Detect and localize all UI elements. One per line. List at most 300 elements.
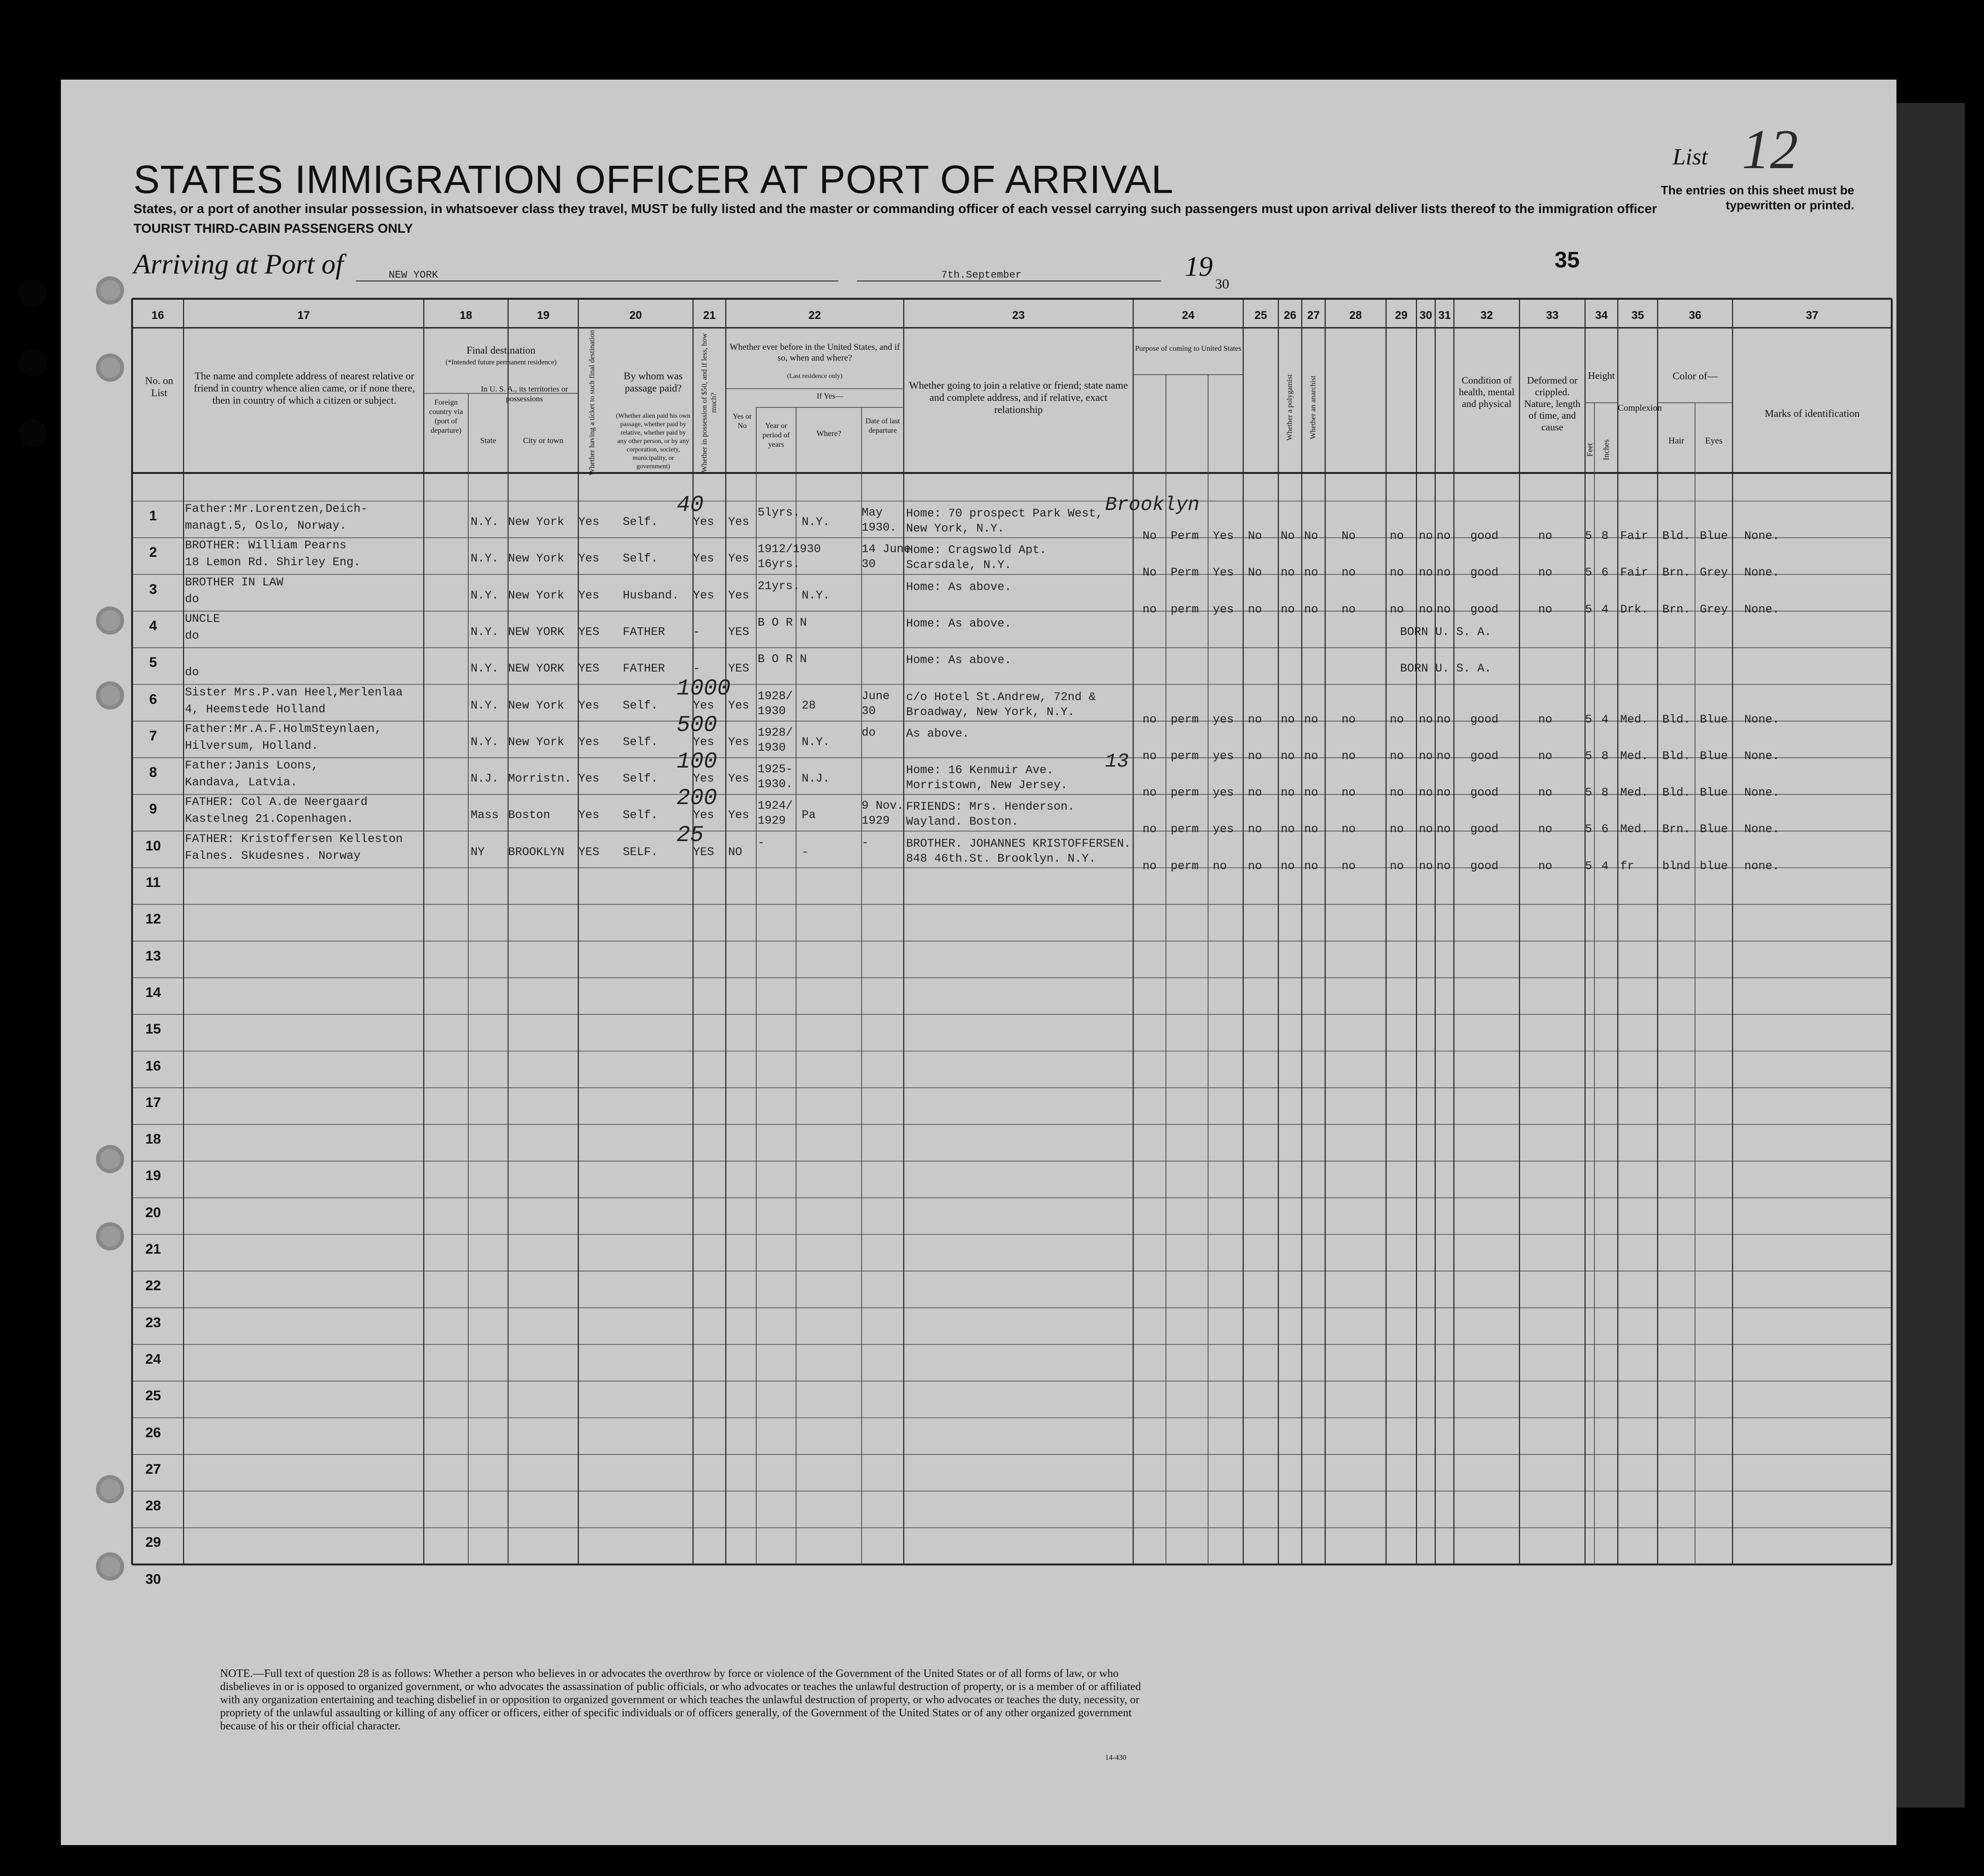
q25: no bbox=[1248, 859, 1262, 873]
q28: no bbox=[1342, 786, 1356, 800]
height-feet: 5 bbox=[1585, 859, 1593, 873]
purpose-2: perm bbox=[1171, 822, 1199, 836]
health: good bbox=[1470, 712, 1499, 726]
header-feet: Feet bbox=[1585, 443, 1594, 457]
dest-state: Mass bbox=[471, 808, 499, 822]
date-last-departure-2: 30 bbox=[862, 557, 876, 571]
been-before: Yes bbox=[728, 515, 750, 529]
joining-relative: Home: Cragswold Apt. bbox=[906, 543, 1047, 557]
date-last-departure: 9 Nov. bbox=[862, 799, 904, 813]
header-year-period: Year or period of years bbox=[762, 422, 790, 449]
q29: no bbox=[1390, 712, 1404, 726]
complexion: Fair bbox=[1620, 566, 1649, 580]
q30: no bbox=[1419, 602, 1433, 616]
year-period: 1928/ bbox=[758, 689, 793, 703]
column-number: 28 bbox=[1349, 309, 1362, 322]
dest-state: N.Y. bbox=[471, 662, 499, 676]
q30: no bbox=[1419, 822, 1433, 836]
eye-color: Blue bbox=[1700, 749, 1728, 763]
header-last-residence: (Last residence only) bbox=[787, 373, 843, 380]
q30: no bbox=[1419, 566, 1433, 580]
health: good bbox=[1470, 786, 1499, 800]
q25: no bbox=[1248, 822, 1262, 836]
height-feet: 5 bbox=[1585, 822, 1593, 836]
eye-color: Grey bbox=[1700, 602, 1728, 616]
deformed: no bbox=[1538, 529, 1553, 543]
year-period: 1928/ bbox=[758, 725, 793, 739]
been-before: YES bbox=[728, 662, 750, 676]
q28: no bbox=[1342, 712, 1356, 726]
join-handwritten: Brooklyn bbox=[1105, 494, 1200, 516]
q27: no bbox=[1304, 712, 1319, 726]
q26: no bbox=[1281, 822, 1295, 836]
been-before: NO bbox=[728, 845, 743, 859]
money-50: Yes bbox=[693, 735, 715, 749]
dest-state: N.Y. bbox=[471, 588, 499, 602]
row-number: 2 bbox=[149, 545, 157, 561]
relative-name: Father:Mr.A.F.HolmSteynlaen, bbox=[185, 722, 382, 736]
q26: No bbox=[1281, 529, 1295, 543]
date-last-departure-2: 1930. bbox=[862, 521, 897, 534]
year-period: B O R N bbox=[758, 652, 807, 666]
born-usa: BORN U. S. A. bbox=[1400, 662, 1492, 676]
date-last-departure-2: 30 bbox=[862, 704, 876, 718]
column-number: 30 bbox=[1419, 309, 1432, 322]
identification-marks: None. bbox=[1744, 566, 1780, 580]
joining-relative: c/o Hotel St.Andrew, 72nd & bbox=[906, 690, 1096, 704]
purpose-3: yes bbox=[1213, 822, 1234, 836]
q27: no bbox=[1304, 859, 1319, 873]
hair-color: Brn. bbox=[1662, 822, 1691, 836]
hair-color: Bld. bbox=[1662, 712, 1691, 726]
header-final-dest-note: (*Intended future permanent residence) bbox=[445, 359, 557, 366]
deformed: no bbox=[1538, 786, 1553, 800]
hair-color: Brn. bbox=[1662, 566, 1691, 580]
money-50: Yes bbox=[693, 808, 715, 822]
purpose-2: perm bbox=[1171, 602, 1199, 616]
q25: no bbox=[1248, 749, 1262, 763]
q31: no bbox=[1437, 529, 1451, 543]
header-complexion: Complexion bbox=[1618, 403, 1662, 413]
eye-color: Grey bbox=[1700, 566, 1728, 580]
money-handwritten: 40 bbox=[677, 493, 704, 518]
dest-state: N.Y. bbox=[471, 552, 499, 566]
year-suffix: 30 bbox=[1215, 276, 1229, 292]
deformed: no bbox=[1538, 822, 1553, 836]
header-final-destination: Final destination bbox=[466, 344, 536, 356]
q28: no bbox=[1342, 566, 1356, 580]
row-number: 20 bbox=[145, 1204, 161, 1220]
q30: no bbox=[1419, 529, 1433, 543]
ticket: YES bbox=[578, 625, 600, 639]
column-number: 17 bbox=[297, 309, 310, 322]
height-inches: 6 bbox=[1601, 822, 1609, 836]
purpose-1: no bbox=[1143, 749, 1157, 763]
ticket: Yes bbox=[578, 698, 600, 712]
form-subtitle: States, or a port of another insular possession, in whatsoever class they travel, MUST be fully listed and the master or commanding officer of each vessel carrying such passengers must upon arrival deliver lists thereof to the immigration officer bbox=[133, 201, 1657, 216]
row-number: 29 bbox=[145, 1535, 161, 1551]
joining-address: 848 46th.St. Brooklyn. N.Y. bbox=[906, 851, 1096, 865]
q29: no bbox=[1390, 529, 1404, 543]
been-before: Yes bbox=[728, 808, 750, 822]
header-polygamist: Whether a polygamist bbox=[1286, 374, 1294, 441]
header-in-usa: In U. S. A., its territories or possessions bbox=[480, 384, 568, 403]
header-eyes: Eyes bbox=[1705, 436, 1723, 446]
column-number: 37 bbox=[1806, 309, 1819, 322]
header-state: State bbox=[480, 436, 496, 445]
health: good bbox=[1470, 822, 1499, 836]
relative-address: Kastelneg 21.Copenhagen. bbox=[185, 812, 354, 826]
column-number: 34 bbox=[1595, 309, 1608, 322]
relative-name: BROTHER IN LAW bbox=[185, 575, 284, 589]
relative-name: Father:Janis Loons, bbox=[185, 759, 319, 773]
header-anarchist: Whether an anarchist bbox=[1309, 376, 1317, 439]
q28: no bbox=[1342, 859, 1356, 873]
hair-color: blnd bbox=[1662, 859, 1691, 873]
eye-color: Blue bbox=[1700, 822, 1728, 836]
row-number: 9 bbox=[149, 801, 157, 817]
ticket: Yes bbox=[578, 515, 600, 529]
header-marks: Marks of identification bbox=[1764, 407, 1860, 419]
money-50: Yes bbox=[693, 515, 715, 529]
where-before: N.Y. bbox=[802, 735, 830, 749]
column-number: 26 bbox=[1283, 309, 1297, 322]
joining-relative: Home: As above. bbox=[906, 653, 1012, 667]
dest-city: New York bbox=[508, 735, 565, 749]
hair-color: Bld. bbox=[1662, 529, 1691, 543]
column-number: 22 bbox=[808, 309, 821, 322]
year-period-2: 1930 bbox=[758, 704, 786, 718]
year-period: 1925- bbox=[758, 762, 793, 776]
q26: no bbox=[1281, 712, 1295, 726]
relative-name: Sister Mrs.P.van Heel,Merlenlaa bbox=[185, 685, 403, 699]
q31: no bbox=[1437, 602, 1451, 616]
ticket: YES bbox=[578, 845, 600, 859]
money-50: Yes bbox=[693, 588, 715, 602]
where-before: - bbox=[802, 845, 809, 859]
row-number: 25 bbox=[145, 1388, 161, 1404]
q31: no bbox=[1437, 749, 1451, 763]
been-before: Yes bbox=[728, 552, 750, 566]
list-number: 12 bbox=[1742, 118, 1798, 180]
port-value: NEW YORK bbox=[389, 269, 438, 281]
health: good bbox=[1470, 566, 1499, 580]
purpose-1: no bbox=[1143, 602, 1157, 616]
ticket: YES bbox=[578, 662, 600, 676]
joining-address: Broadway, New York, N.Y. bbox=[906, 705, 1075, 719]
been-before: Yes bbox=[728, 772, 750, 786]
purpose-3: yes bbox=[1213, 712, 1234, 726]
passage-paid-by: Self. bbox=[623, 552, 658, 566]
column-number: 24 bbox=[1182, 309, 1195, 322]
where-before: 28 bbox=[802, 698, 816, 712]
header-height: Height bbox=[1588, 370, 1615, 381]
relative-address: do bbox=[185, 665, 199, 679]
q30: no bbox=[1419, 749, 1433, 763]
year-period: B O R N bbox=[758, 615, 807, 629]
purpose-3: yes bbox=[1213, 786, 1234, 800]
dest-city: BROOKLYN bbox=[508, 845, 565, 859]
header-foreign-country: Foreign country via (port of departure) bbox=[429, 399, 463, 435]
class-line: TOURIST THIRD-CABIN PASSENGERS ONLY bbox=[133, 221, 413, 236]
money-handwritten: 25 bbox=[677, 822, 704, 848]
row-number: 28 bbox=[145, 1498, 161, 1514]
purpose-1: No bbox=[1143, 529, 1157, 543]
eye-color: Blue bbox=[1700, 786, 1728, 800]
q27: No bbox=[1304, 529, 1319, 543]
q25: no bbox=[1248, 712, 1262, 726]
form-title: STATES IMMIGRATION OFFICER AT PORT OF ARRIVAL bbox=[133, 157, 1174, 201]
joining-relative: Home: 70 prospect Park West, bbox=[906, 507, 1103, 520]
header-deformed: Deformed or crippled. Nature, length of time, and cause bbox=[1524, 375, 1581, 433]
relative-address: managt.5, Oslo, Norway. bbox=[185, 519, 347, 532]
header-hair: Hair bbox=[1668, 436, 1684, 446]
q28: no bbox=[1342, 822, 1356, 836]
row-number: 15 bbox=[145, 1021, 161, 1037]
height-inches: 4 bbox=[1601, 602, 1609, 616]
ticket: Yes bbox=[578, 772, 600, 786]
where-before: N.J. bbox=[802, 772, 830, 786]
dest-state: NY bbox=[471, 845, 485, 859]
q29: no bbox=[1390, 749, 1404, 763]
where-before: Pa bbox=[802, 808, 816, 822]
been-before: Yes bbox=[728, 735, 750, 749]
q31: no bbox=[1437, 712, 1451, 726]
row-number: 14 bbox=[145, 984, 161, 1000]
money-handwritten: 100 bbox=[677, 749, 717, 775]
purpose-2: perm bbox=[1171, 712, 1199, 726]
complexion: Drk. bbox=[1620, 602, 1649, 616]
header-passage-note: (Whether alien paid his own passage, whether paid by relative, whether paid by any other person, or by any corporation, society, municipality, or government) bbox=[616, 413, 691, 470]
money-50: - bbox=[693, 625, 701, 639]
q28: no bbox=[1342, 749, 1356, 763]
dest-state: N.Y. bbox=[471, 698, 499, 712]
purpose-2: perm bbox=[1171, 859, 1199, 873]
where-before: N.Y. bbox=[802, 588, 830, 602]
header-ever-before: Whether ever before in the United States, and if so, when and where? bbox=[730, 342, 900, 363]
complexion: Med. bbox=[1620, 786, 1649, 800]
year-period: - bbox=[758, 835, 765, 849]
header-if-yes: If Yes— bbox=[817, 391, 843, 400]
height-feet: 5 bbox=[1585, 712, 1593, 726]
dest-city: New York bbox=[508, 588, 565, 602]
q30: no bbox=[1419, 712, 1433, 726]
column-number: 25 bbox=[1254, 309, 1267, 322]
height-feet: 5 bbox=[1585, 566, 1593, 580]
health: good bbox=[1470, 749, 1499, 763]
row-number: 13 bbox=[145, 948, 161, 964]
relative-address: Falnes. Skudesnes. Norway bbox=[185, 849, 361, 863]
q31: no bbox=[1437, 859, 1451, 873]
q27: no bbox=[1304, 749, 1319, 763]
column-number: 35 bbox=[1631, 309, 1644, 322]
row-number: 10 bbox=[145, 838, 161, 854]
ticket: Yes bbox=[578, 552, 600, 566]
column-number: 33 bbox=[1546, 309, 1559, 322]
row-number: 8 bbox=[149, 765, 157, 781]
row-number: 12 bbox=[145, 911, 161, 927]
passage-paid-by: FATHER bbox=[623, 662, 665, 676]
year-period-2: 1930. bbox=[758, 777, 793, 791]
q29: no bbox=[1390, 822, 1404, 836]
dest-state: N.Y. bbox=[471, 625, 499, 639]
money-50: Yes bbox=[693, 552, 715, 566]
header-fifty-dollars: Whether in possession of $50, and if less, how much? bbox=[701, 333, 718, 473]
joining-relative: Home: As above. bbox=[906, 616, 1012, 630]
been-before: Yes bbox=[728, 588, 750, 602]
dest-city: New York bbox=[508, 515, 565, 529]
q27: no bbox=[1304, 822, 1319, 836]
height-inches: 6 bbox=[1601, 566, 1609, 580]
row-number: 4 bbox=[149, 618, 157, 634]
joining-relative: As above. bbox=[906, 726, 970, 740]
row-number: 27 bbox=[145, 1461, 161, 1477]
ticket: Yes bbox=[578, 808, 600, 822]
column-number: 23 bbox=[1012, 309, 1025, 322]
joining-relative: Home: As above. bbox=[906, 580, 1012, 594]
q29: no bbox=[1390, 786, 1404, 800]
where-before: N.Y. bbox=[802, 515, 830, 529]
passage-paid-by: SELF. bbox=[623, 845, 658, 859]
date-last-departure: - bbox=[862, 835, 869, 849]
hair-color: Bld. bbox=[1662, 749, 1691, 763]
year-period: 5lyrs. bbox=[758, 506, 800, 519]
identification-marks: None. bbox=[1744, 602, 1780, 616]
footnote-question-28: NOTE.—Full text of question 28 is as follows: Whether a person who believes in or advocates the overthrow by force or violence of the Government of the United States or of all forms of law, or who disbelieves in or is opposed to organized government, or who advocates the assassination of public officials, or who advocates or teaches the unlawful destruction of property, or is a member of or affiliated with any organization entertaining and teaching disbelief in or opposition to organized government or which teaches the unlawful destruction of property, or who advocates or teaches the duty, necessity, or propriety of the unlawful assaulting or killing of any officer or officers, either of specific individuals or of officers generally, of the Government of the United States or of any other organized government because of his or their official character. bbox=[220, 1668, 1141, 1732]
passage-paid-by: Self. bbox=[623, 772, 658, 786]
dest-state: N.Y. bbox=[471, 515, 499, 529]
dest-city: New York bbox=[508, 698, 565, 712]
row-number: 21 bbox=[145, 1241, 161, 1257]
column-number: 16 bbox=[151, 309, 164, 322]
date-last-departure: June bbox=[862, 689, 890, 703]
ticket: Yes bbox=[578, 588, 600, 602]
relative-name: FATHER: Kristoffersen Kelleston bbox=[185, 832, 403, 846]
form-code: 14-430 bbox=[1105, 1754, 1127, 1762]
joining-address: New York, N.Y. bbox=[906, 522, 1005, 535]
row-number: 3 bbox=[149, 581, 157, 597]
column-number: 19 bbox=[537, 309, 550, 322]
height-feet: 5 bbox=[1585, 786, 1593, 800]
purpose-1: no bbox=[1143, 822, 1157, 836]
identification-marks: none. bbox=[1744, 859, 1780, 873]
date-last-departure: May bbox=[862, 506, 883, 519]
purpose-2: Perm bbox=[1171, 566, 1199, 580]
header-purpose: Purpose of coming to United States bbox=[1135, 345, 1242, 353]
passage-paid-by: Self. bbox=[623, 515, 658, 529]
relative-address: do bbox=[185, 628, 199, 643]
header-passage-paid: By whom was passage paid? bbox=[624, 370, 683, 394]
passage-paid-by: FATHER bbox=[623, 625, 665, 639]
purpose-3: no bbox=[1213, 859, 1227, 873]
money-50: Yes bbox=[693, 772, 715, 786]
column-number: 32 bbox=[1480, 309, 1493, 322]
list-label: List bbox=[1673, 143, 1708, 170]
height-inches: 4 bbox=[1601, 859, 1609, 873]
header-yes-no: Yes or No bbox=[732, 413, 752, 430]
year-period-2: 16yrs. bbox=[758, 557, 800, 571]
row-number: 16 bbox=[145, 1058, 161, 1074]
q26: no bbox=[1281, 786, 1295, 800]
q26: no bbox=[1281, 749, 1295, 763]
height-inches: 8 bbox=[1601, 786, 1609, 800]
money-handwritten: 200 bbox=[677, 786, 717, 812]
eye-color: Blue bbox=[1700, 529, 1728, 543]
ticket: Yes bbox=[578, 735, 600, 749]
joining-relative: BROTHER. JOHANNES KRISTOFFERSEN. bbox=[906, 836, 1131, 850]
dest-city: Morristn. bbox=[508, 772, 572, 786]
q29: no bbox=[1390, 859, 1404, 873]
joining-address: Morristown, New Jersey. bbox=[906, 778, 1068, 792]
deformed: no bbox=[1538, 749, 1553, 763]
joining-relative: Home: 16 Kenmuir Ave. bbox=[906, 763, 1054, 777]
height-feet: 5 bbox=[1585, 749, 1593, 763]
column-number: 31 bbox=[1438, 309, 1451, 322]
been-before: Yes bbox=[728, 698, 750, 712]
purpose-3: Yes bbox=[1213, 529, 1234, 543]
purpose-2: Perm bbox=[1171, 529, 1199, 543]
q29: no bbox=[1390, 566, 1404, 580]
complexion: Med. bbox=[1620, 712, 1649, 726]
q26: no bbox=[1281, 859, 1295, 873]
eye-color: blue bbox=[1700, 859, 1728, 873]
year-period: 1912/1930 bbox=[758, 542, 821, 556]
header-nearest-relative: The name and complete address of nearest relative or friend in country whence alien came, or if none there, then in country of which a citizen or subject. bbox=[193, 370, 415, 406]
complexion: Med. bbox=[1620, 822, 1649, 836]
sheet-number: 35 bbox=[1555, 248, 1580, 273]
row-number: 7 bbox=[149, 728, 157, 744]
q25: No bbox=[1248, 529, 1262, 543]
dest-city: NEW YORK bbox=[508, 662, 565, 676]
deformed: no bbox=[1538, 712, 1553, 726]
purpose-1: no bbox=[1143, 786, 1157, 800]
row-number: 1 bbox=[149, 508, 157, 524]
q31: no bbox=[1437, 786, 1451, 800]
height-feet: 5 bbox=[1585, 602, 1593, 616]
health: good bbox=[1470, 859, 1499, 873]
money-50: Yes bbox=[693, 698, 715, 712]
column-number: 21 bbox=[703, 309, 716, 322]
row-number: 6 bbox=[149, 691, 157, 707]
row-number: 17 bbox=[145, 1094, 161, 1110]
join-handwritten: 13 bbox=[1105, 750, 1129, 773]
q28: no bbox=[1342, 602, 1356, 616]
row-number: 22 bbox=[145, 1278, 161, 1294]
joining-address: Scarsdale, N.Y. bbox=[906, 558, 1012, 572]
column-number: 18 bbox=[459, 309, 472, 322]
relative-address: Kandava, Latvia. bbox=[185, 776, 298, 790]
passage-paid-by: Self. bbox=[623, 808, 658, 822]
row-number: 11 bbox=[146, 875, 161, 890]
q26: no bbox=[1281, 602, 1295, 616]
arrival-date: 7th.September bbox=[941, 269, 1022, 281]
q28: No bbox=[1342, 529, 1356, 543]
money-50: - bbox=[693, 662, 701, 676]
identification-marks: None. bbox=[1744, 749, 1780, 763]
purpose-2: perm bbox=[1171, 786, 1199, 800]
passage-paid-by: Self. bbox=[623, 698, 658, 712]
header-inches: Inches bbox=[1601, 439, 1611, 460]
q25: no bbox=[1248, 786, 1262, 800]
purpose-2: perm bbox=[1171, 749, 1199, 763]
q26: no bbox=[1281, 566, 1295, 580]
header-ticket: Whether having a ticket to such final destination bbox=[588, 330, 596, 476]
q25: no bbox=[1248, 602, 1262, 616]
q27: no bbox=[1304, 602, 1319, 616]
deformed: no bbox=[1538, 602, 1553, 616]
q25: No bbox=[1248, 566, 1262, 580]
relative-address: 4, Heemstede Holland bbox=[185, 702, 326, 716]
